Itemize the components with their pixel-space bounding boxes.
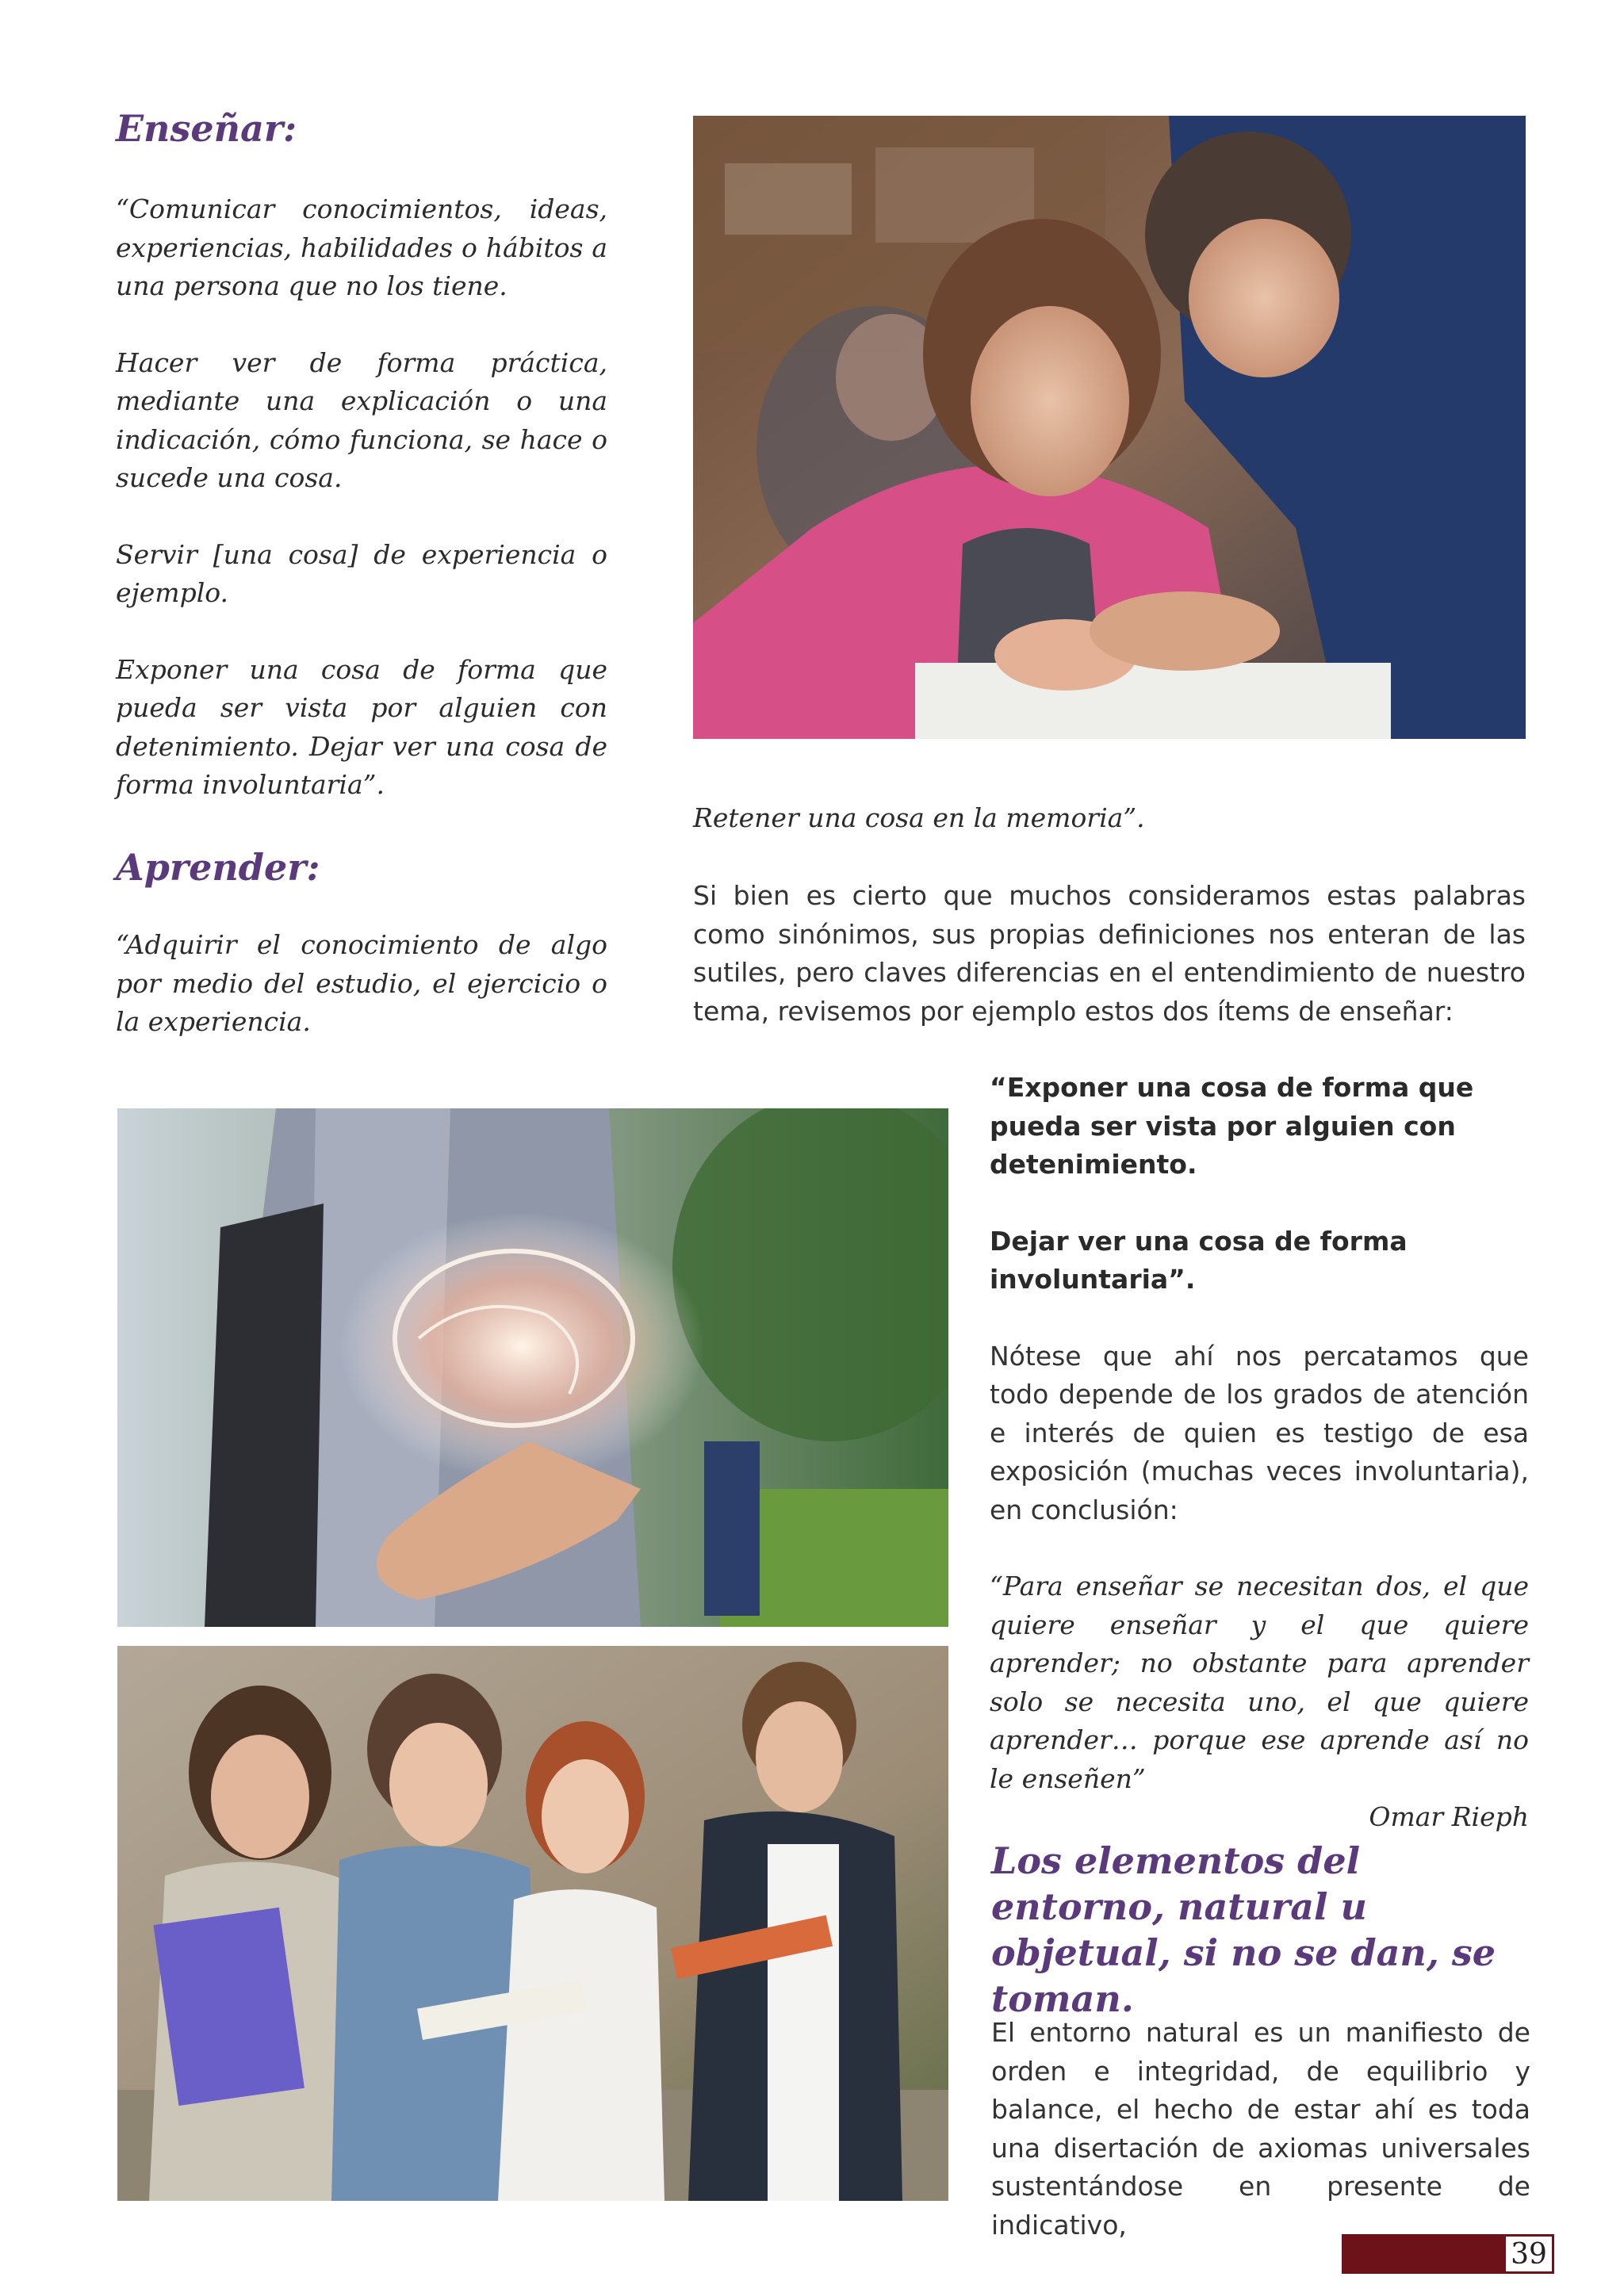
intro-paragraph: Si bien es cierto que muchos consideramos estas palabras como sinónimos, sus propias definiciones nos enteran de las sutiles, pero claves diferencias en el entendimiento de nuestro tema, revisemos por ejemplo estos dos ítems de enseñar: <box>693 880 1526 1027</box>
learn-definition: “Adquirir el conocimiento de algo por medio del estudio, el ejercicio o la experiencia. <box>116 929 607 1037</box>
teach-definition-1: “Comunicar conocimientos, ideas, experiencias, habilidades o hábitos a una persona que no los tiene. <box>116 193 607 301</box>
photo-brain-hologram <box>117 1108 948 1627</box>
heading-ensenar: Enseñar: <box>116 107 297 150</box>
teach-definition-3: Servir [una cosa] de experiencia o ejemplo. <box>116 538 607 608</box>
bold-quote-1: “Exponer una cosa de forma que pueda ser vista por alguien con detenimiento. <box>990 1072 1474 1180</box>
photo-teacher-student <box>693 116 1526 739</box>
footer-accent-bar <box>1342 2234 1503 2274</box>
teach-definitions <box>116 190 607 843</box>
bold-quotes <box>990 1069 1529 1837</box>
page-number: 39 <box>1503 2234 1554 2274</box>
photo-students-books <box>117 1646 948 2201</box>
heading-aprender: Aprender: <box>116 846 320 889</box>
section-heading-entorno: Los elementos del entorno, natural u objetual, si no se dan, se toman. <box>991 1839 1496 2020</box>
teach-definition-2: Hacer ver de forma práctica, mediante una explicación o una indicación, cómo funciona, se hace o sucede una cosa. <box>116 346 607 493</box>
memory-definition: Retener una cosa en la memoria”. <box>693 802 1145 833</box>
note-paragraph: Nótese que ahí nos percatamos que todo depende de los grados de atención e interés de quien es testigo de esa exposición (muchas veces involuntaria), en conclusión: <box>990 1340 1529 1525</box>
section-paragraph: El entorno natural es un manifiesto de orden e integridad, de equilibrio y balance, el hecho de estar ahí es toda una disertación de axiomas universales sustentándose en presente de indicativo, <box>991 2017 1530 2241</box>
closing-quote: “Para enseñar se necesitan dos, el que quiere enseñar y el que quiere aprender; no obstante para aprender solo se necesita uno, el que quiere aprender… porque ese aprende así no le enseñen” <box>990 1571 1529 1794</box>
quote-author: Omar Rieph <box>1369 1801 1529 1832</box>
bold-quote-2: Dejar ver una cosa de forma involuntaria”. <box>990 1225 1408 1295</box>
teach-definition-4: Exponer una cosa de forma que pueda ser vista por alguien con detenimiento. Dejar ver una cosa de forma involuntaria”. <box>116 653 607 800</box>
